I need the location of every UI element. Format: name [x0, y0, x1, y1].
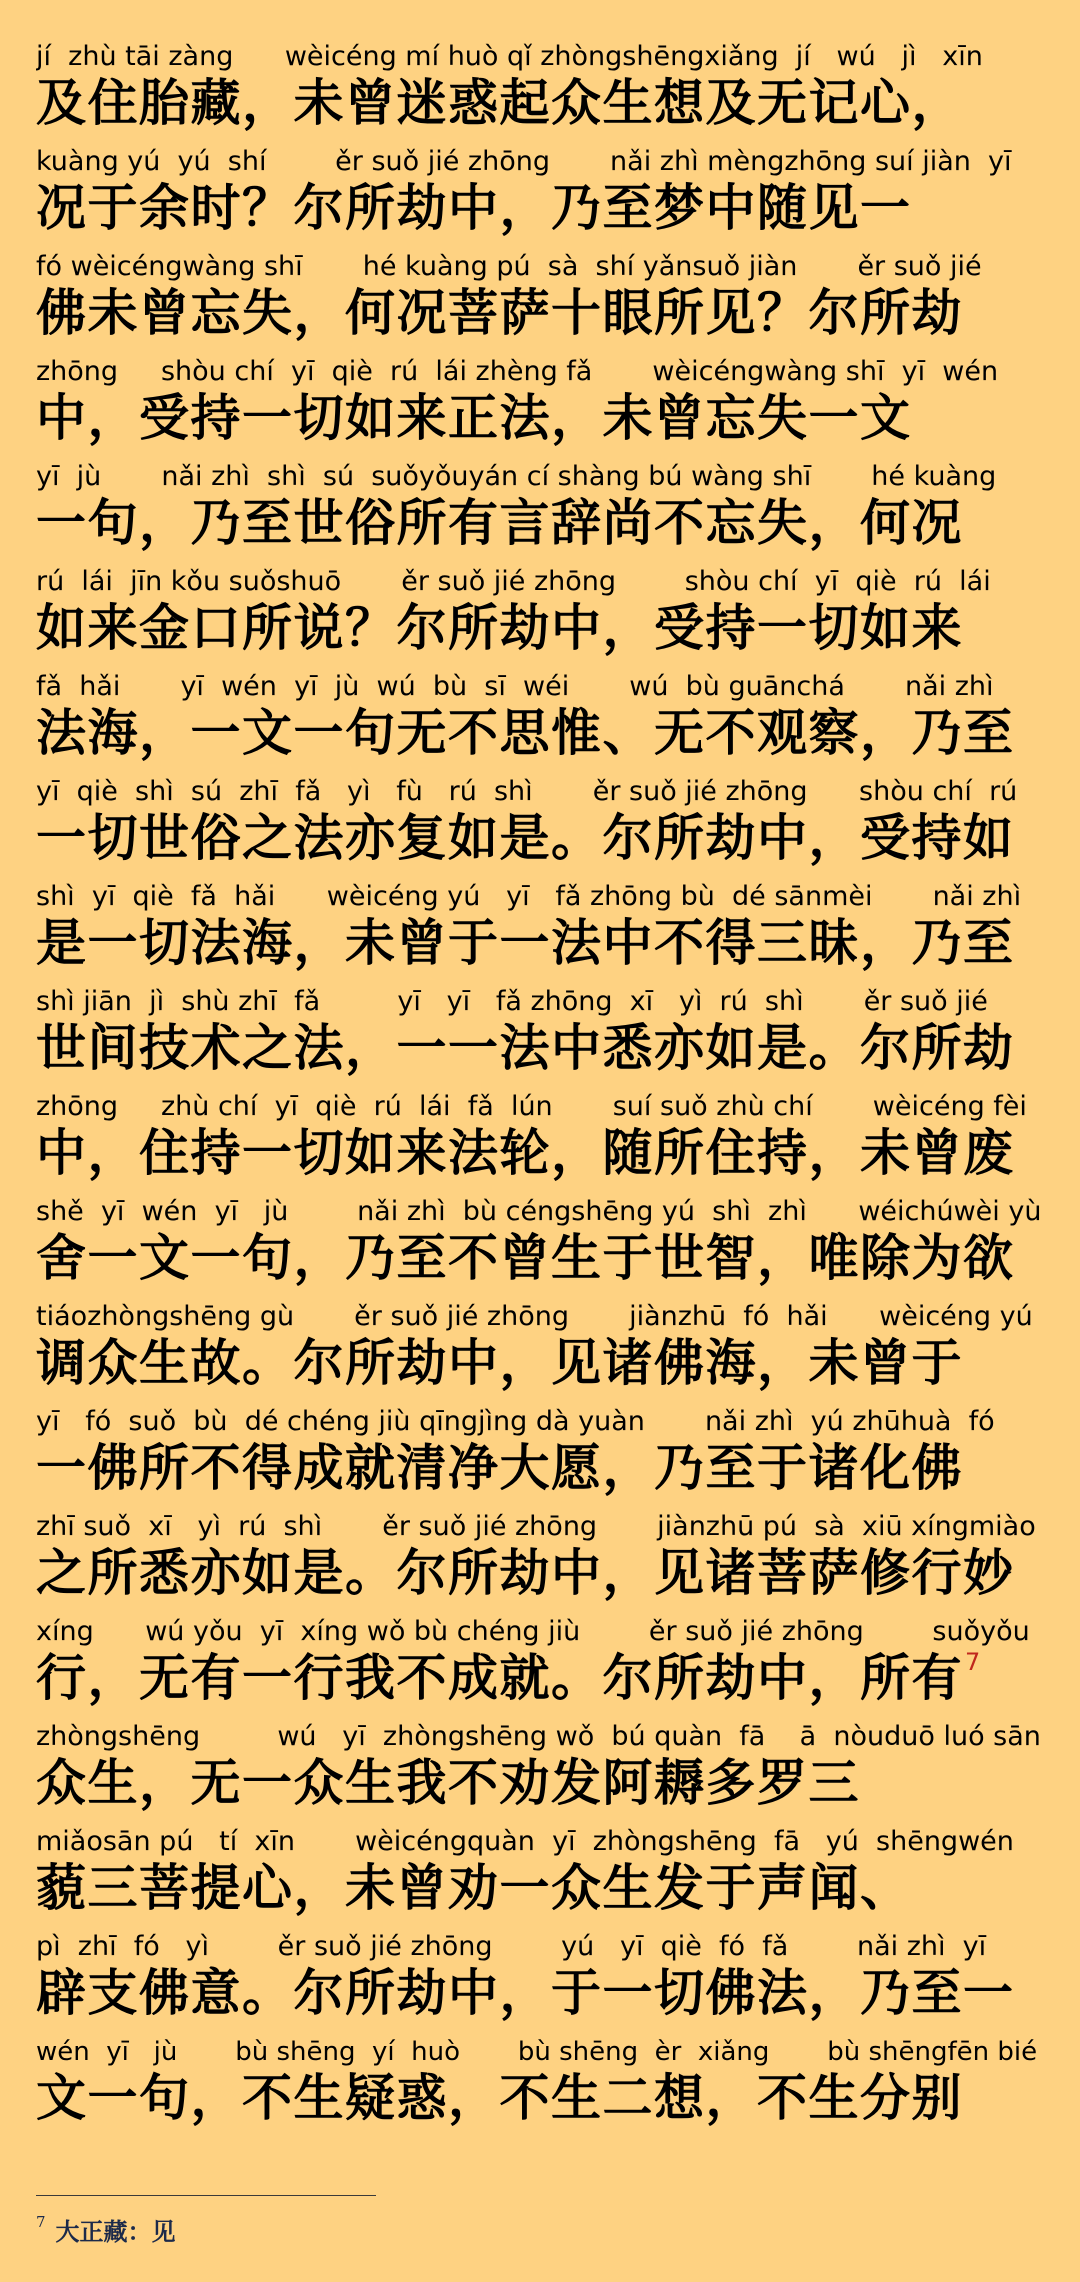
pinyin-annotation: zhōng shòu chí yī qiè rú lái zhèng fǎ wèicéngwàng shī yī wén [36, 357, 999, 387]
chinese-text: 文一句，不生疑惑，不生二想，不生分别 [36, 2069, 963, 2127]
pinyin-annotation: zhī suǒ xī yì rú shì ěr suǒ jié zhōng jiànzhū pú sà xiū xíngmiào [36, 1512, 1036, 1542]
pinyin-annotation: shě yī wén yī jù nǎi zhì bù céngshēng yú shì zhì wéichúwèi yù [36, 1197, 1042, 1227]
chinese-text: 是一切法海，未曾于一法中不得三昧，乃至 [36, 914, 1015, 972]
chinese-text: 法海，一文一句无不思惟、无不观察，乃至 [36, 704, 1015, 762]
chinese-text: 一佛所不得成就清净大愿，乃至于诸化佛 [36, 1439, 963, 1497]
pinyin-annotation: miǎosān pú tí xīn wèicéngquàn yī zhòngshēng fā yú shēngwén [36, 1827, 1014, 1857]
pinyin-annotation: wén yī jù bù shēng yí huò bù shēng èr xiǎng bù shēngfēn bié [36, 2037, 1038, 2067]
pinyin-annotation: shì jiān jì shù zhī fǎ yī yī fǎ zhōng xī yì rú shì ěr suǒ jié [36, 987, 988, 1017]
pinyin-annotation: fó wèicéngwàng shī hé kuàng pú sà shí yǎnsuǒ jiàn ěr suǒ jié [36, 252, 982, 282]
pinyin-annotation: zhōng zhù chí yī qiè rú lái fǎ lún suí suǒ zhù chí wèicéng fèi [36, 1092, 1027, 1122]
chinese-text: 众生，无一众生我不劝发阿耨多罗三 [36, 1754, 860, 1812]
text-line [36, 882, 1046, 987]
text-line [36, 1197, 1046, 1302]
pinyin-annotation: tiáozhòngshēng gù ěr suǒ jié zhōng jiànzhū fó hǎi wèicéng yú [36, 1302, 1033, 1332]
chinese-text: 之所悉亦如是。尔所劫中，见诸菩萨修行妙 [36, 1544, 1015, 1602]
chinese-text: 行，无有一行我不成就。尔所劫中，所有$^7$ [36, 1648, 982, 1707]
text-line [36, 1722, 1046, 1827]
text-line [36, 1932, 1046, 2037]
chinese-text: 中，受持一切如来正法，未曾忘失一文 [36, 389, 912, 447]
text-line [36, 462, 1046, 567]
pinyin-annotation: rú lái jīn kǒu suǒshuō ěr suǒ jié zhōng shòu chí yī qiè rú lái [36, 567, 991, 597]
text-line [36, 1617, 1046, 1722]
footnote [36, 2212, 176, 2247]
text-line [36, 1092, 1046, 1197]
pinyin-annotation: shì yī qiè fǎ hǎi wèicéng yú yī fǎ zhōng bù dé sānmèi nǎi zhì [36, 882, 1022, 912]
text-line [36, 672, 1046, 777]
chinese-text: 况于余时？尔所劫中，乃至梦中随见一 [36, 179, 912, 237]
footnote-text: 大正藏：见 [55, 2217, 176, 2246]
chinese-text: 佛未曾忘失，何况菩萨十眼所见？尔所劫 [36, 284, 963, 342]
text-line [36, 1407, 1046, 1512]
text-line [36, 987, 1046, 1092]
text-line [36, 1827, 1046, 1932]
chinese-text: 如来金口所说？尔所劫中，受持一切如来 [36, 599, 963, 657]
text-line [36, 147, 1046, 252]
footnote-number: 7 [36, 2213, 46, 2231]
pinyin-annotation: pì zhī fó yì ěr suǒ jié zhōng yú yī qiè fó fǎ nǎi zhì yī [36, 1932, 987, 1962]
text-line [36, 777, 1046, 882]
chinese-text: 调众生故。尔所劫中，见诸佛海，未曾于 [36, 1334, 963, 1392]
pinyin-annotation: kuàng yú yú shí ěr suǒ jié zhōng nǎi zhì mèngzhōng suí jiàn yī [36, 147, 1012, 177]
pinyin-annotation: fǎ hǎi yī wén yī jù wú bù sī wéi wú bù guānchá nǎi zhì [36, 672, 994, 702]
pinyin-annotation: zhòngshēng wú yī zhòngshēng wǒ bú quàn fā ā nòuduō luó sān [36, 1722, 1041, 1752]
text-line [36, 252, 1046, 357]
pinyin-annotation: yī jù nǎi zhì shì sú suǒyǒuyán cí shàng bú wàng shī hé kuàng [36, 462, 997, 492]
pinyin-annotation: xíng wú yǒu yī xíng wǒ bù chéng jiù ěr suǒ jié zhōng suǒyǒu [36, 1617, 1030, 1647]
chinese-text: 中，住持一切如来法轮，随所住持，未曾废 [36, 1124, 1015, 1182]
chinese-text: 及住胎藏，未曾迷惑起众生想及无记心， [36, 74, 963, 132]
text-line [36, 2037, 1046, 2142]
chinese-text: 一切世俗之法亦复如是。尔所劫中，受持如 [36, 809, 1015, 867]
text-line [36, 567, 1046, 672]
text-line [36, 357, 1046, 462]
chinese-text: 一句，乃至世俗所有言辞尚不忘失，何况 [36, 494, 963, 552]
pinyin-annotation: yī fó suǒ bù dé chéng jiù qīngjìng dà yuàn nǎi zhì yú zhūhuà fó [36, 1407, 995, 1437]
text-line [36, 1512, 1046, 1617]
footnote-reference[interactable]: 7 [965, 1648, 982, 1676]
chinese-text: 世间技术之法，一一法中悉亦如是。尔所劫 [36, 1019, 1015, 1077]
footnote-divider [36, 2195, 376, 2196]
chinese-text: 辟支佛意。尔所劫中，于一切佛法，乃至一 [36, 1964, 1015, 2022]
chinese-text: 藐三菩提心，未曾劝一众生发于声闻、 [36, 1859, 912, 1917]
text-line [36, 1302, 1046, 1407]
pinyin-annotation: jí zhù tāi zàng wèicéng mí huò qǐ zhòngshēngxiǎng jí wú jì xīn [36, 42, 983, 72]
pinyin-annotation: yī qiè shì sú zhī fǎ yì fù rú shì ěr suǒ jié zhōng shòu chí rú [36, 777, 1018, 807]
text-line [36, 42, 1046, 147]
chinese-text: 舍一文一句，乃至不曾生于世智，唯除为欲 [36, 1229, 1015, 1287]
text-body [36, 42, 1046, 2142]
